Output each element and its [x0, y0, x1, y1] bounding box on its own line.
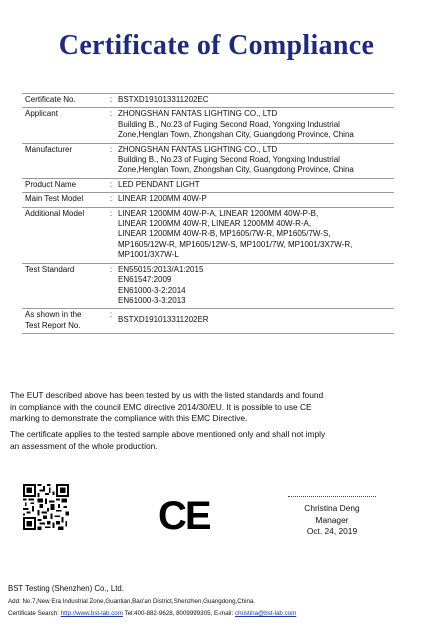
statement-line: The certificate applies to the tested sample above mentioned only and shall not imply — [10, 429, 326, 439]
test-standard-line: EN55015:2013/A1:2015 — [118, 264, 204, 274]
additional-model-label: Additional Model — [25, 208, 85, 218]
test-standard-label: Test Standard — [25, 264, 75, 274]
footer-search-label: Certificate Search: — [8, 610, 59, 617]
row-applicant — [22, 108, 394, 143]
signatory-date: Oct. 24, 2019 — [306, 526, 358, 536]
additional-model-line: LINEAR 1200MM 40W-R-B, MP1605/7W-R, MP1605/7W-S, — [118, 229, 331, 239]
manufacturer-line: Building B., No.23 of Fuging Second Road, Yongxing Industrial — [118, 155, 340, 165]
row-test-standard — [22, 264, 394, 310]
footer-contact — [8, 609, 296, 619]
colon: : — [109, 208, 113, 218]
certificate-no-label: Certificate No. — [25, 95, 76, 104]
statement-line: an assessment of the whole production. — [10, 440, 158, 451]
test-report-label-line: As shown in the — [25, 310, 82, 320]
certificate-details-table — [22, 93, 394, 334]
ce-mark: CE — [158, 494, 210, 538]
colon: : — [109, 109, 113, 119]
colon: : — [109, 264, 113, 274]
colon: : — [109, 179, 113, 189]
row-test-report — [22, 309, 394, 334]
additional-model-line: LINEAR 1200MM 40W-R, LINEAR 1200MM 40W-R-A, — [118, 219, 312, 229]
additional-model-line: MP1605/12W-R, MP1605/12W-S, MP1001/7W, MP1001/3X7W-R, — [118, 239, 353, 249]
main-test-model-value: LINEAR 1200MM 40W-P — [118, 194, 207, 204]
signature-block — [288, 496, 376, 538]
main-test-model-label: Main Test Model — [25, 194, 84, 204]
row-product-name — [22, 179, 394, 193]
test-standard-line: EN61000-3-3:2013 — [118, 295, 186, 305]
scope-statement — [10, 429, 405, 452]
signatory-title: Manager — [315, 514, 349, 525]
footer-address: Add: No.7,New Era Industrial Zone,Guantian,Bao'an District,Shenzhen,Guangdong,China. — [8, 598, 256, 605]
qr-code — [23, 484, 69, 530]
additional-model-line: LINEAR 1200MM 40W-P-A, LINEAR 1200MM 40W-P-B, — [118, 208, 319, 218]
colon: : — [109, 144, 113, 154]
colon: : — [109, 310, 113, 320]
test-report-value: BSTXD191013311202ER — [118, 315, 209, 325]
footer-email-link[interactable]: christina@bst-lab.com — [234, 610, 297, 617]
colon: : — [109, 95, 113, 104]
product-name-label: Product Name — [25, 179, 77, 189]
statement-line: The EUT described above has been tested by us with the listed standards and found — [10, 390, 324, 400]
applicant-line: Building B., No.23 of Fuging Second Road, Yongxing Industrial — [118, 119, 340, 129]
test-standard-line: EN61547:2009 — [118, 275, 172, 285]
applicant-label: Applicant — [25, 109, 58, 119]
compliance-statement — [10, 390, 405, 425]
colon: : — [109, 194, 113, 204]
applicant-line: ZHONGSHAN FANTAS LIGHTING CO., LTD — [118, 109, 278, 119]
product-name-value: LED PENDANT LIGHT — [118, 179, 200, 189]
signatory-name: Christina Deng — [304, 503, 360, 513]
footer-email-label: E-mail: — [213, 610, 234, 617]
row-main-test-model — [22, 193, 394, 207]
certificate-title: Certificate of Compliance — [58, 30, 375, 61]
certificate-no-value: BSTXD191013311202EC — [118, 95, 209, 104]
row-manufacturer — [22, 144, 394, 179]
row-certificate-no — [22, 94, 394, 108]
test-report-label-line: Test Report No. — [25, 320, 81, 330]
statement-line: in compliance with the council EMC directive 2014/30/EU. It is possible to use CE — [10, 401, 312, 412]
applicant-line: Zone,Henglan Town, Zhongshan City, Guangdong Province, China — [118, 130, 354, 140]
footer-company: BST Testing (Shenzhen) Co., Ltd. — [8, 584, 124, 593]
footer-tel: Tel:400-882-9628, 8009999305, — [124, 610, 213, 617]
manufacturer-line: ZHONGSHAN FANTAS LIGHTING CO., LTD — [118, 144, 278, 154]
statement-line: marking to demonstrate the compliance with this EMC Directive. — [10, 413, 248, 423]
manufacturer-label: Manufacturer — [25, 144, 73, 154]
footer-website-link[interactable]: http://www.bst-lab.com — [60, 610, 123, 617]
manufacturer-line: Zone,Henglan Town, Zhongshan City, Guangdong Province, China — [118, 165, 354, 175]
row-additional-model — [22, 208, 394, 264]
additional-model-line: MP1001/3X7W-L — [118, 250, 179, 260]
test-standard-line: EN61000-3-2:2014 — [118, 285, 186, 295]
